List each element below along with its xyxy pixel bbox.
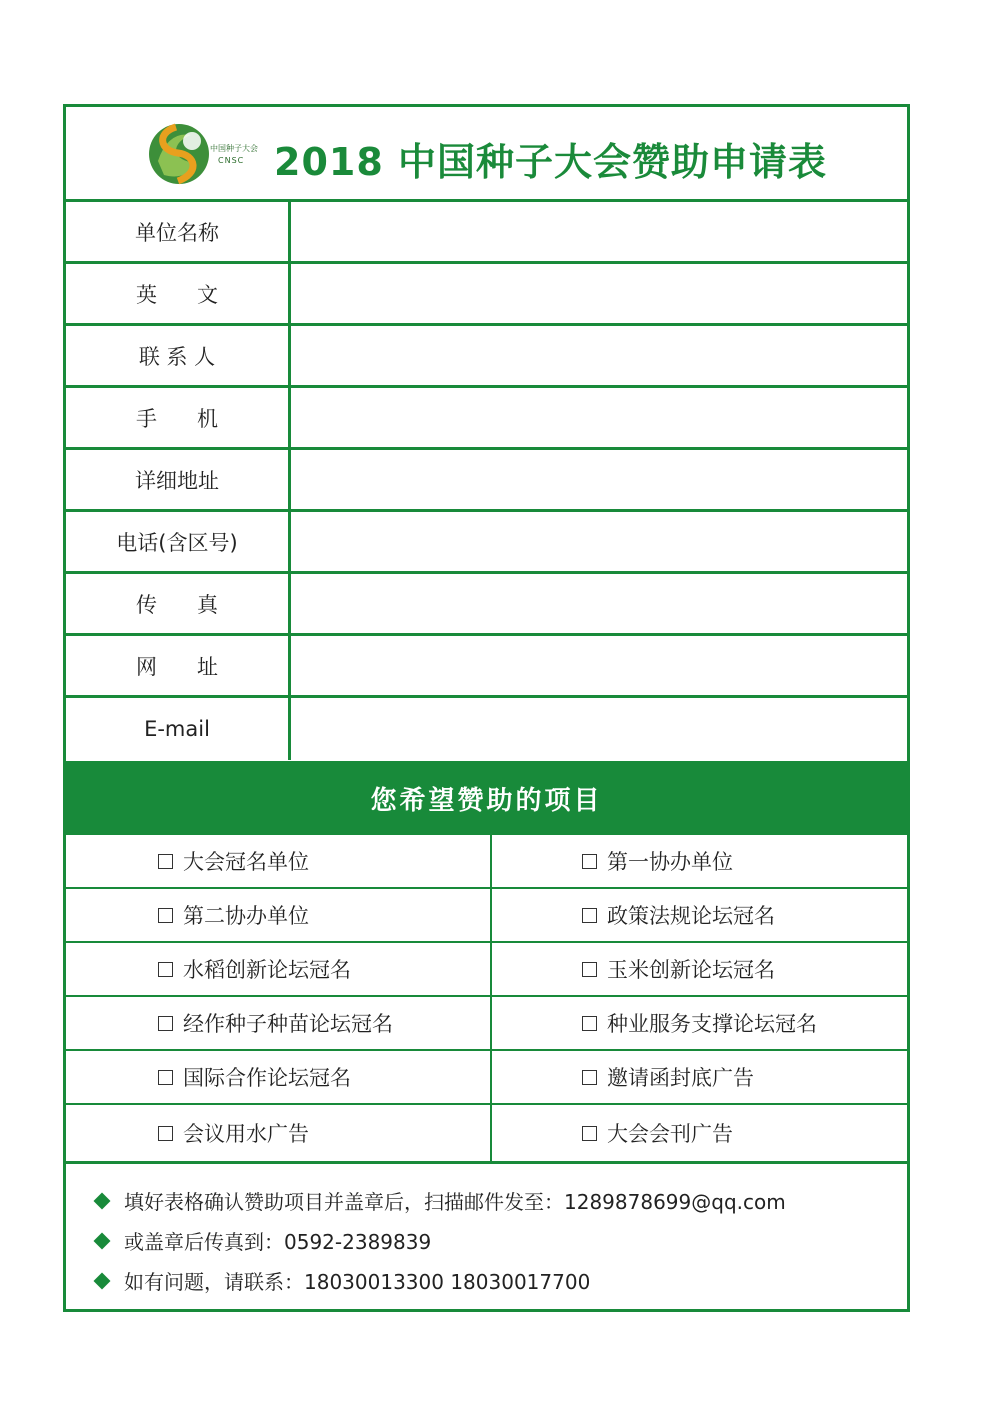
field-row-address <box>66 450 907 512</box>
cnsc-logo <box>146 121 266 187</box>
field-row-mobile <box>66 388 907 450</box>
form-header <box>66 107 907 202</box>
field-row-company <box>66 202 907 264</box>
svg-text:CNSC: CNSC <box>218 156 245 165</box>
option-label: 玉米创新论坛冠名 <box>607 958 775 982</box>
field-row-fax <box>66 574 907 636</box>
options-row <box>66 997 907 1051</box>
field-label: 电话(含区号) <box>116 530 238 555</box>
field-row-website <box>66 636 907 698</box>
checkbox-icon[interactable] <box>158 908 173 923</box>
field-label: 手 机 <box>135 406 219 431</box>
phone-field[interactable] <box>288 512 907 571</box>
option-item[interactable] <box>158 1105 309 1161</box>
field-row-email <box>66 698 907 760</box>
checkbox-icon[interactable] <box>582 908 597 923</box>
checkbox-icon[interactable] <box>582 1070 597 1085</box>
fax-field[interactable] <box>288 574 907 633</box>
checkbox-icon[interactable] <box>158 1070 173 1085</box>
instructions <box>66 1161 907 1312</box>
website-field[interactable] <box>288 636 907 695</box>
contact-person-field[interactable] <box>288 326 907 385</box>
option-label: 第二协办单位 <box>183 904 309 928</box>
instruction-item <box>92 1266 590 1295</box>
diamond-bullet-icon <box>94 1272 111 1289</box>
option-label: 第一协办单位 <box>607 850 733 874</box>
checkbox-icon[interactable] <box>158 1126 173 1141</box>
option-item[interactable] <box>158 835 309 887</box>
instruction-item <box>92 1226 431 1255</box>
option-item[interactable] <box>582 1051 754 1103</box>
company-name-field[interactable] <box>288 202 907 261</box>
field-row-phone <box>66 512 907 574</box>
checkbox-icon[interactable] <box>158 854 173 869</box>
checkbox-icon[interactable] <box>582 962 597 977</box>
field-row-english <box>66 264 907 326</box>
checkbox-icon[interactable] <box>158 962 173 977</box>
option-item[interactable] <box>158 997 393 1049</box>
option-label: 大会冠名单位 <box>183 850 309 874</box>
checkbox-icon[interactable] <box>582 1016 597 1031</box>
email-field[interactable] <box>288 698 907 760</box>
field-label: 联 系 人 <box>138 344 216 369</box>
option-item[interactable] <box>582 943 775 995</box>
field-label: E-mail <box>144 717 210 741</box>
field-label: 单位名称 <box>135 220 219 245</box>
svg-text:中国种子大会: 中国种子大会 <box>210 144 258 153</box>
option-item[interactable] <box>582 835 733 887</box>
diamond-bullet-icon <box>94 1192 111 1209</box>
instruction-text: 或盖章后传真到：0592-2389839 <box>124 1230 432 1254</box>
option-label: 种业服务支撑论坛冠名 <box>607 1012 817 1036</box>
option-label: 大会会刊广告 <box>607 1122 733 1146</box>
sponsorship-form <box>63 104 910 1312</box>
option-item[interactable] <box>158 1051 351 1103</box>
field-label: 英 文 <box>135 282 219 307</box>
checkbox-icon[interactable] <box>582 1126 597 1141</box>
mobile-field[interactable] <box>288 388 907 447</box>
diamond-bullet-icon <box>94 1232 111 1249</box>
instruction-item <box>92 1186 786 1215</box>
field-label: 网 址 <box>135 654 219 679</box>
option-label: 国际合作论坛冠名 <box>183 1066 351 1090</box>
option-label: 水稻创新论坛冠名 <box>183 958 351 982</box>
option-item[interactable] <box>582 1105 733 1161</box>
field-label: 详细地址 <box>135 468 219 493</box>
instruction-text: 如有问题，请联系：18030013300 18030017700 <box>124 1270 591 1294</box>
field-label: 传 真 <box>135 592 219 617</box>
address-field[interactable] <box>288 450 907 509</box>
field-row-contact <box>66 326 907 388</box>
option-item[interactable] <box>582 889 775 941</box>
options-row <box>66 1051 907 1105</box>
option-item[interactable] <box>158 943 351 995</box>
option-item[interactable] <box>158 889 309 941</box>
options-row <box>66 835 907 889</box>
english-name-field[interactable] <box>288 264 907 323</box>
sponsorship-options <box>66 835 907 1161</box>
options-row <box>66 1105 907 1161</box>
form-title: 2018 中国种子大会赞助申请表 <box>274 140 827 184</box>
option-label: 经作种子种苗论坛冠名 <box>183 1012 393 1036</box>
option-label: 邀请函封底广告 <box>607 1066 754 1090</box>
checkbox-icon[interactable] <box>582 854 597 869</box>
options-row <box>66 943 907 997</box>
checkbox-icon[interactable] <box>158 1016 173 1031</box>
option-item[interactable] <box>582 997 817 1049</box>
instruction-text: 填好表格确认赞助项目并盖章后，扫描邮件发至：1289878699@qq.com <box>124 1190 786 1214</box>
option-label: 政策法规论坛冠名 <box>607 904 775 928</box>
options-row <box>66 889 907 943</box>
section-title: 您希望赞助的项目 <box>66 761 907 835</box>
option-label: 会议用水广告 <box>183 1122 309 1146</box>
